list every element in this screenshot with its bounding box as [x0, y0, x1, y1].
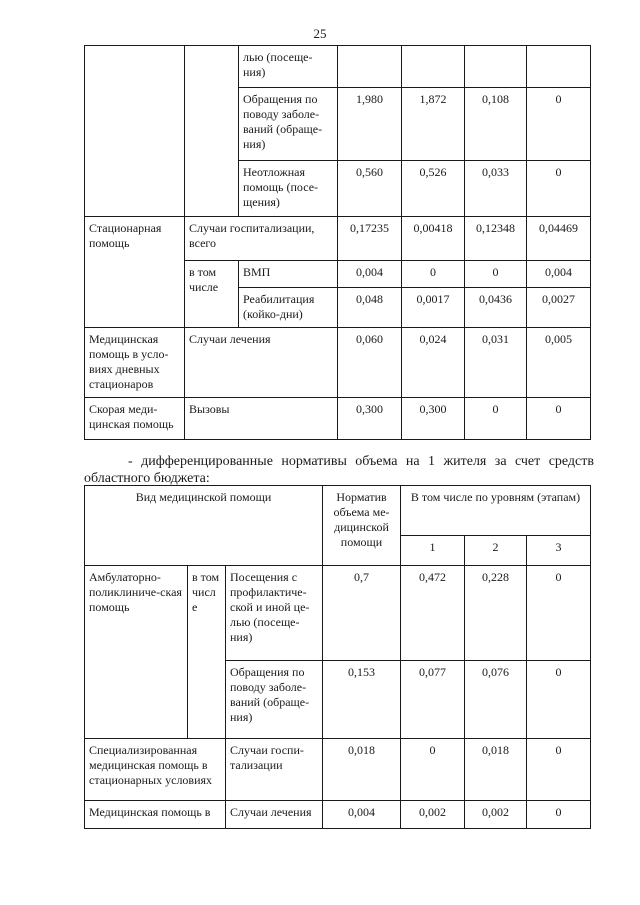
regional-budget-norms-table [84, 485, 591, 829]
table-row [85, 328, 591, 398]
header-levels: В том числе по уровням (этапам) [401, 486, 591, 536]
value-cell: 0,0436 [465, 288, 527, 328]
header-level-2: 2 [465, 536, 527, 566]
table-row [85, 801, 591, 829]
value-cell: 0 [465, 261, 527, 288]
value-cell: 0,7 [323, 566, 401, 661]
header-care-type: Вид медицинской помощи [85, 486, 323, 566]
value-cell: 0,060 [338, 328, 402, 398]
item-cell: Неотложная помощь (посе-щения) [239, 161, 338, 217]
value-cell: 0,004 [527, 261, 591, 288]
value-cell [465, 46, 527, 88]
item-cell: ВМП [239, 261, 338, 288]
value-cell: 0,076 [465, 661, 527, 739]
value-cell: 0,002 [465, 801, 527, 829]
table-row [85, 217, 591, 261]
service-cell: Специализированная медицинская помощь в стационарных условиях [85, 739, 226, 801]
value-cell: 0,12348 [465, 217, 527, 261]
value-cell: 0,108 [465, 88, 527, 161]
value-cell: 0 [527, 566, 591, 661]
volume-norms-table-continued [84, 45, 591, 440]
service-cell: Медицинская помощь в [85, 801, 226, 829]
value-cell: 1,980 [338, 88, 402, 161]
value-cell: 0 [402, 261, 465, 288]
subgroup-cell: в том числе [185, 261, 239, 328]
value-cell: 0,018 [323, 739, 401, 801]
value-cell: 0,031 [465, 328, 527, 398]
header-level-3: 3 [527, 536, 591, 566]
value-cell: 0,300 [402, 398, 465, 440]
value-cell: 0,002 [401, 801, 465, 829]
value-cell: 0,004 [323, 801, 401, 829]
value-cell: 0,033 [465, 161, 527, 217]
intro-line: - дифференцированные нормативы объема на 1 жителя за счет средств [128, 454, 594, 469]
value-cell: 0,048 [338, 288, 402, 328]
value-cell: 0 [527, 661, 591, 739]
header-level-1: 1 [401, 536, 465, 566]
item-cell: Случаи лечения [185, 328, 338, 398]
table-row [85, 566, 591, 661]
table-row [85, 398, 591, 440]
value-cell: 0 [527, 398, 591, 440]
subgroup-cell: в том числе [188, 566, 226, 739]
item-cell: Случаи лечения [226, 801, 323, 829]
value-cell: 0,526 [402, 161, 465, 217]
value-cell: 0,472 [401, 566, 465, 661]
table-header-row [85, 486, 591, 536]
value-cell: 0,153 [323, 661, 401, 739]
value-cell: 0 [465, 398, 527, 440]
value-cell: 0,560 [338, 161, 402, 217]
item-cell: Обращения по поводу заболе-ваний (обраще-ния) [239, 88, 338, 161]
value-cell: 0 [401, 739, 465, 801]
table-row [85, 46, 591, 88]
value-cell [402, 46, 465, 88]
value-cell: 0 [527, 88, 591, 161]
service-cell: Стационарная помощь [85, 217, 185, 328]
service-cell: Амбулаторно-поликлиниче-ская помощь [85, 566, 188, 739]
value-cell: 0,04469 [527, 217, 591, 261]
value-cell: 0,018 [465, 739, 527, 801]
value-cell: 0,004 [338, 261, 402, 288]
value-cell: 0 [527, 801, 591, 829]
value-cell: 0,0017 [402, 288, 465, 328]
item-cell: Реабилитация (койко-дни) [239, 288, 338, 328]
section-intro-text [84, 453, 594, 487]
item-cell: Случаи госпитализации, всего [185, 217, 338, 261]
value-cell: 0,077 [401, 661, 465, 739]
item-cell: Обращения по поводу заболе-ваний (обраще-ния) [226, 661, 323, 739]
table-row [85, 739, 591, 801]
item-cell: Вызовы [185, 398, 338, 440]
value-cell: 0,228 [465, 566, 527, 661]
page-number: 25 [313, 26, 327, 41]
item-cell: лью (посеще-ния) [239, 46, 338, 88]
item-cell: Случаи госпи-тализации [226, 739, 323, 801]
value-cell: 1,872 [402, 88, 465, 161]
service-cell: Скорая меди-цинская помощь [85, 398, 185, 440]
value-cell: 0,024 [402, 328, 465, 398]
header-norm: Норматив объема ме-дицинской помощи [323, 486, 401, 566]
value-cell [338, 46, 402, 88]
value-cell: 0,300 [338, 398, 402, 440]
value-cell: 0,0027 [527, 288, 591, 328]
service-cell: Медицинская помощь в усло-виях дневных стационаров [85, 328, 185, 398]
value-cell: 0,17235 [338, 217, 402, 261]
subgroup-cell [185, 46, 239, 217]
item-cell: Посещения с профилактиче-ской и иной це-лью (посеще-ния) [226, 566, 323, 661]
value-cell: 0 [527, 161, 591, 217]
value-cell: 0,005 [527, 328, 591, 398]
service-cell [85, 46, 185, 217]
intro-line: областного бюджета: [84, 471, 210, 486]
value-cell: 0,00418 [402, 217, 465, 261]
value-cell: 0 [527, 739, 591, 801]
value-cell [527, 46, 591, 88]
